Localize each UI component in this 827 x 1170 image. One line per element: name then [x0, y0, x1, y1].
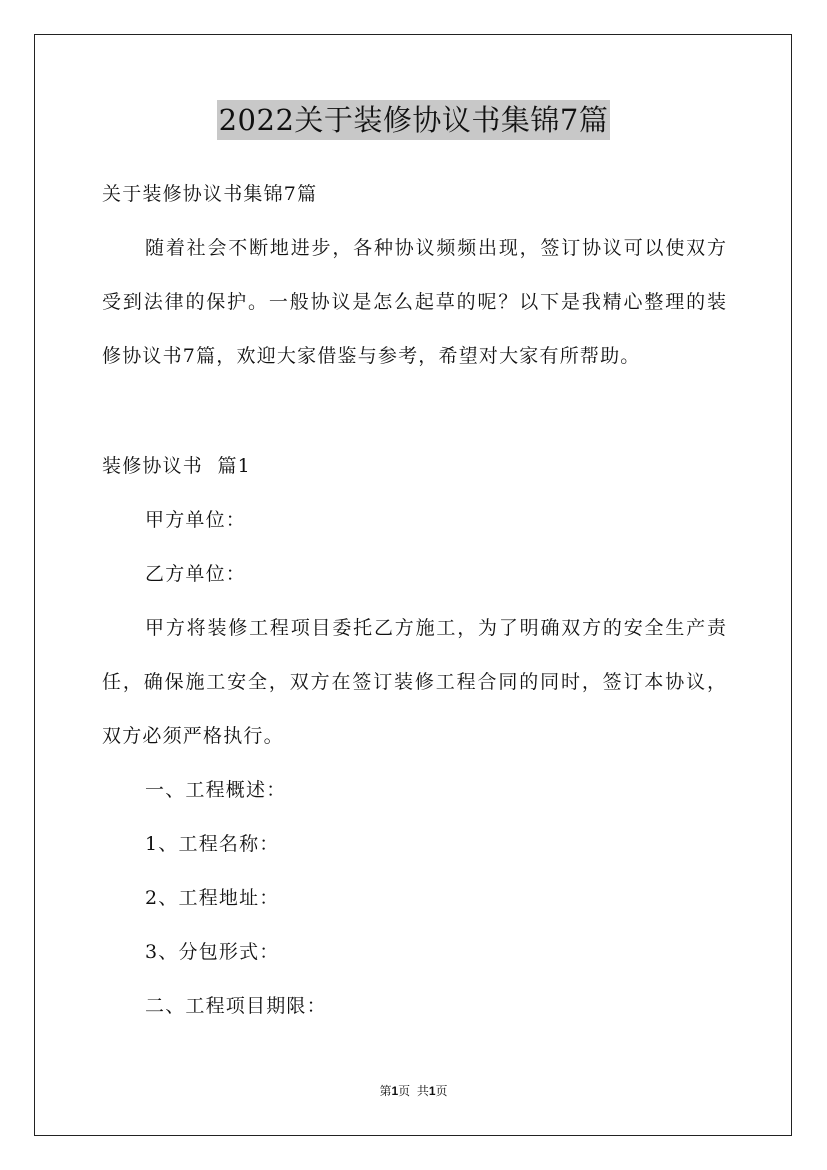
list-item-project-address: 2、工程地址： — [145, 887, 280, 909]
footer-prefix: 第 — [379, 1084, 392, 1098]
intro-line-3: 修协议书7篇，欢迎大家借鉴与参考，希望对大家有所帮助。 — [102, 345, 641, 367]
list-item-subcontract-form: 3、分包形式： — [145, 941, 280, 963]
title-container — [0, 100, 827, 140]
footer-mid: 页 共 — [398, 1084, 429, 1098]
footer-suffix: 页 — [435, 1084, 448, 1098]
party-b-label: 乙方单位： — [145, 563, 247, 585]
body-line-2: 任，确保施工安全，双方在签订装修工程合同的同时，签订本协议， — [102, 671, 726, 693]
period-heading: 二、工程项目期限： — [145, 995, 327, 1017]
page-footer — [0, 1083, 827, 1099]
overview-heading: 一、工程概述： — [145, 779, 287, 801]
footer-total-pages: 1 — [428, 1084, 436, 1098]
list-item-project-name: 1、工程名称： — [145, 833, 280, 855]
party-a-label: 甲方单位： — [145, 509, 247, 531]
body-line-1: 甲方将装修工程项目委托乙方施工，为了明确双方的安全生产责 — [145, 617, 726, 639]
document-subtitle: 关于装修协议书集锦7篇 — [102, 183, 318, 205]
document-title: 2022关于装修协议书集锦7篇 — [217, 100, 611, 140]
section-heading: 装修协议书 篇1 — [102, 455, 251, 477]
body-line-3: 双方必须严格执行。 — [102, 725, 284, 747]
footer-page-number: 1 — [391, 1084, 399, 1098]
intro-line-1: 随着社会不断地进步，各种协议频频出现，签订协议可以使双方 — [145, 237, 726, 259]
intro-line-2: 受到法律的保护。一般协议是怎么起草的呢？以下是我精心整理的装 — [102, 291, 726, 313]
